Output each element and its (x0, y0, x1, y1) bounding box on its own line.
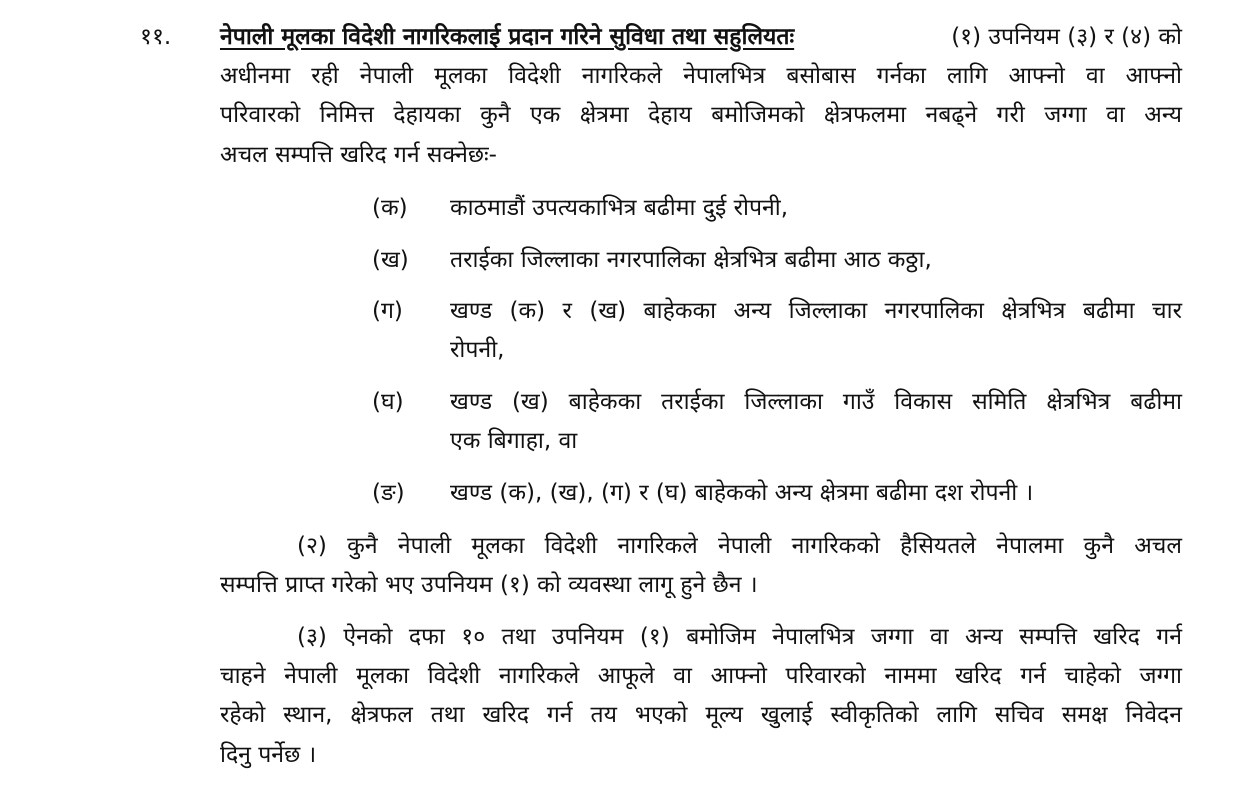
subrule-3-line-3: रहेको स्थान, क्षेत्रफल तथा खरिद गर्न तय भएको मूल्य खुलाई स्वीकृतिको लागि सचिव समक्ष निवेदन (220, 702, 1182, 728)
rule-line-1-rest: (१) उपनियम (३) र (४) को (951, 24, 1182, 50)
clause-label-ka: (क) (372, 195, 408, 221)
clause-text-ga-2: रोपनी, (450, 337, 505, 363)
rule-number: ११. (140, 24, 172, 50)
clause-text-kha: तराईका जिल्लाका नगरपालिका क्षेत्रभित्र बढीमा आठ कठ्ठा, (450, 247, 932, 273)
clause-text-nga: खण्ड (क), (ख), (ग) र (घ) बाहेकको अन्य क्षेत्रमा बढीमा दश रोपनी । (450, 480, 1034, 506)
clause-text-ga-1: खण्ड (क) र (ख) बाहेकका अन्य जिल्लाका नगरपालिका क्षेत्रभित्र बढीमा चार (450, 298, 1182, 324)
clause-text-gha-1: खण्ड (ख) बाहेकका तराईका जिल्लाका गाउँ विकास समिति क्षेत्रभित्र बढीमा (450, 389, 1182, 415)
subrule-2-line-1: (२) कुनै नेपाली मूलका विदेशी नागरिकले नेपाली नागरिकको हैसियतले नेपालमा कुनै अचल (297, 533, 1182, 559)
subrule-3-line-4: दिनु पर्नेछ । (220, 742, 317, 768)
subrule-3-line-1: (३) ऐनको दफा १० तथा उपनियम (१) बमोजिम नेपालभित्र जग्गा वा अन्य सम्पत्ति खरिद गर्न (297, 624, 1182, 650)
rule-line-2: अधीनमा रही नेपाली मूलका विदेशी नागरिकले नेपालभित्र बसोबास गर्नका लागि आफ्नो वा आफ्नो (220, 63, 1182, 89)
clause-text-ka: काठमाडौं उपत्यकाभित्र बढीमा दुई रोपनी, (450, 195, 789, 221)
rule-line-3: परिवारको निमित्त देहायका कुनै एक क्षेत्रमा देहाय बमोजिमको क्षेत्रफलमा नबढ्ने गरी जग्गा वा अन्य (220, 102, 1182, 128)
clause-label-gha: (घ) (372, 389, 404, 415)
clause-label-kha: (ख) (372, 247, 409, 273)
clause-text-gha-2: एक बिगाहा, वा (450, 428, 578, 454)
subrule-3-line-2: चाहने नेपाली मूलका विदेशी नागरिकले आफूले वा आफ्नो परिवारको नाममा खरिद गर्न चाहेको जग्गा (220, 663, 1182, 689)
clause-label-ga: (ग) (372, 298, 403, 324)
rule-line-4: अचल सम्पत्ति खरिद गर्न सक्नेछः- (220, 142, 497, 168)
rule-heading: नेपाली मूलका विदेशी नागरिकलाई प्रदान गरिने सुविधा तथा सहुलियतः (220, 24, 795, 50)
rule-line-1 (220, 22, 1182, 52)
clause-label-nga: (ङ) (372, 480, 405, 506)
subrule-2-line-2: सम्पत्ति प्राप्त गरेको भए उपनियम (१) को व्यवस्था लागू हुने छैन । (220, 572, 758, 598)
